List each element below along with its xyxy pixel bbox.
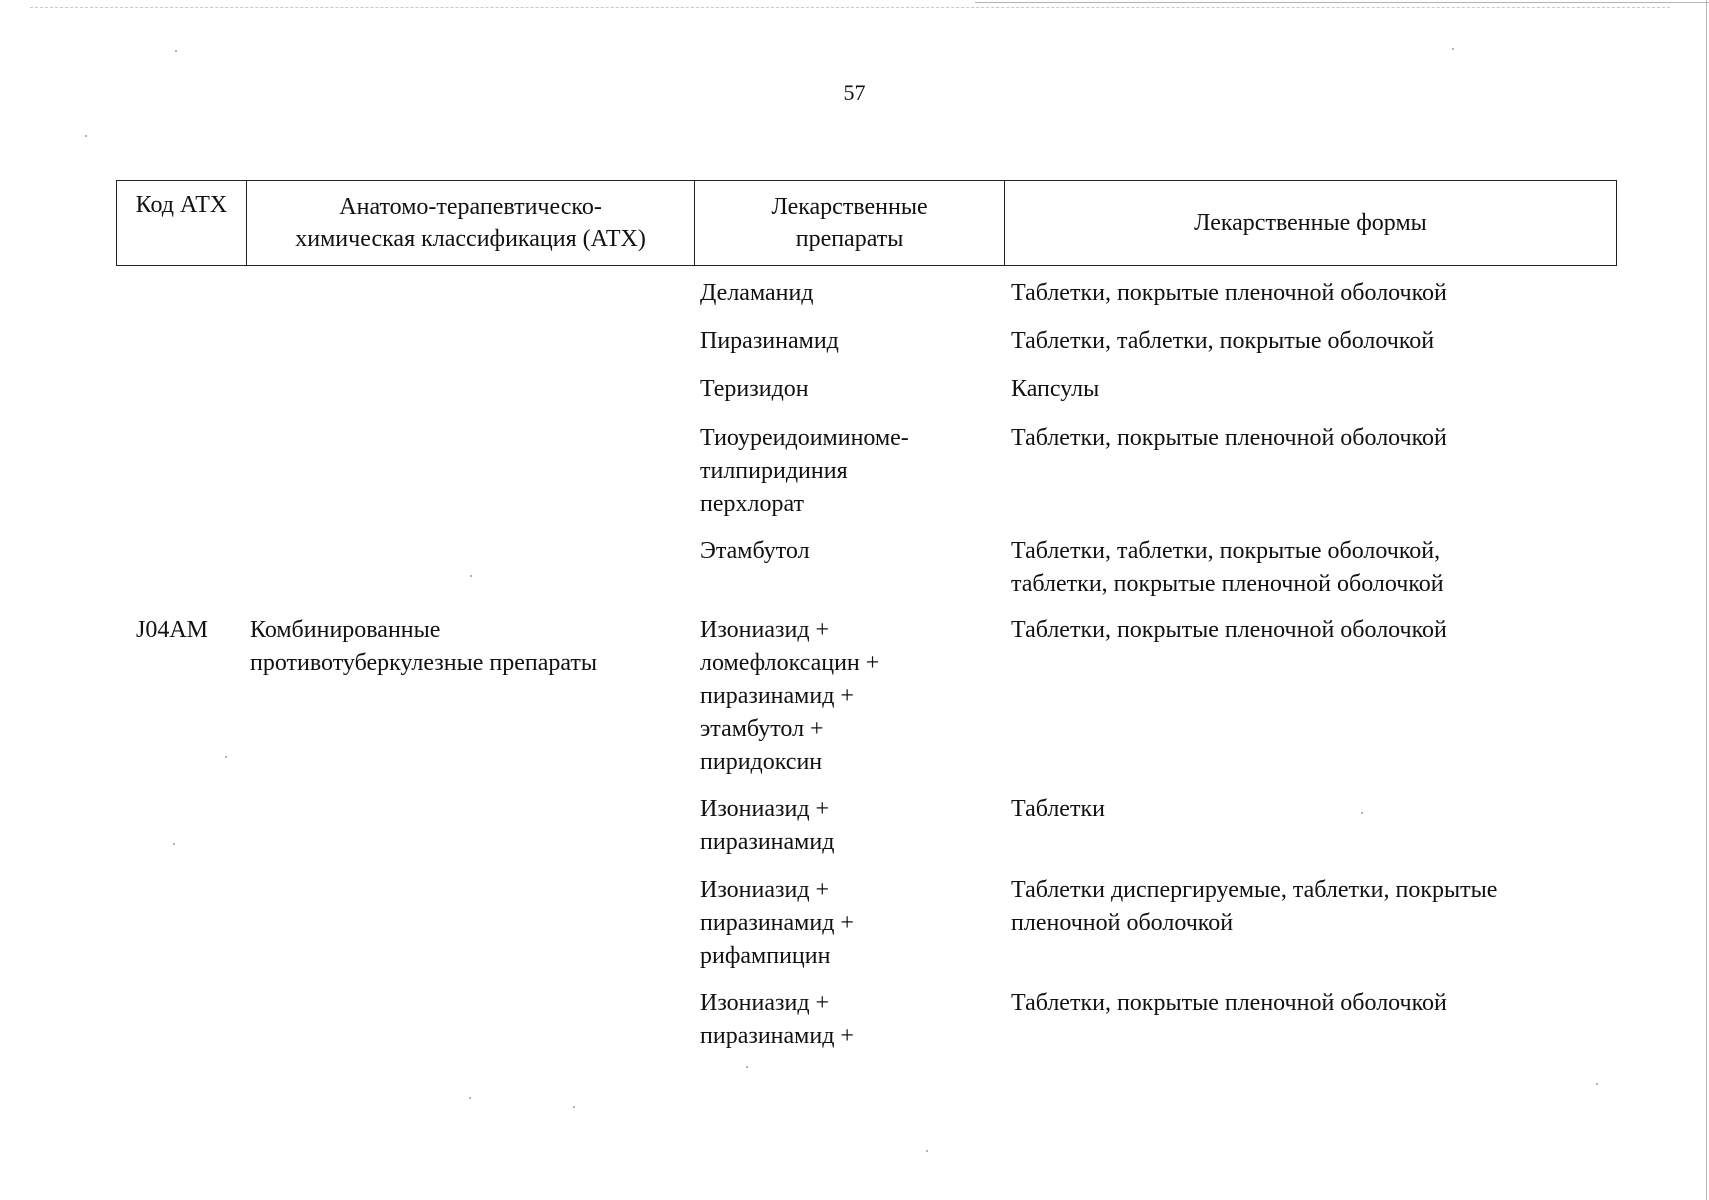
form-cell	[1011, 614, 1611, 647]
drug-name: Тиоуреидоиминоме-	[700, 425, 909, 451]
drug-name: рифампицин	[700, 943, 831, 969]
dosage-form: Таблетки, покрытые пленочной оболочкой	[1011, 425, 1447, 451]
dosage-form: Таблетки, покрытые пленочной оболочкой	[1011, 280, 1447, 306]
drug-name: пиразинамид +	[700, 1023, 854, 1049]
scan-edge-line	[30, 7, 1670, 8]
drug-name: пиридоксин	[700, 749, 823, 775]
header-classification-line: Анатомо-терапевтическо-	[339, 194, 602, 220]
drug-cell	[700, 793, 1010, 859]
drug-cell	[700, 373, 1010, 406]
form-cell	[1011, 535, 1611, 601]
drug-name: Этамбутол	[700, 538, 810, 564]
atc-code-cell	[136, 614, 246, 647]
page-number: 57	[843, 80, 866, 105]
drug-cell	[700, 535, 1010, 568]
drug-name: ломефлоксацин +	[700, 650, 880, 676]
form-cell	[1011, 793, 1611, 826]
drug-cell	[700, 325, 1010, 358]
drug-cell	[700, 987, 1010, 1053]
dosage-form: Таблетки, покрытые пленочной оболочкой	[1011, 617, 1447, 643]
drug-name: Изониазид +	[700, 877, 830, 903]
form-cell	[1011, 277, 1611, 310]
header-drugs	[695, 181, 1005, 265]
header-code	[117, 181, 247, 265]
form-cell	[1011, 987, 1611, 1020]
header-classification-line: химическая классификация (АТХ)	[295, 226, 646, 252]
drug-name: этамбутол +	[700, 716, 824, 742]
drug-name: перхлорат	[700, 491, 804, 517]
form-cell	[1011, 422, 1611, 455]
dosage-form: Капсулы	[1011, 376, 1100, 402]
dosage-form: Таблетки, покрытые пленочной оболочкой	[1011, 990, 1447, 1016]
dosage-form: пленочной оболочкой	[1011, 910, 1234, 936]
form-cell	[1011, 325, 1611, 358]
classification-name: Комбинированные	[250, 617, 441, 643]
dosage-form: таблетки, покрытые пленочной оболочкой	[1011, 571, 1444, 597]
drug-name: Изониазид +	[700, 990, 830, 1016]
drug-cell	[700, 277, 1010, 310]
scan-edge-line	[1706, 0, 1707, 1200]
header-drugs-line: препараты	[795, 226, 904, 252]
dosage-form: Таблетки, таблетки, покрытые оболочкой	[1011, 328, 1435, 354]
classification-cell	[250, 614, 690, 680]
drug-name: Теризидон	[700, 376, 809, 402]
drug-name: Деламанид	[700, 280, 814, 306]
form-cell	[1011, 874, 1611, 940]
header-forms	[1005, 181, 1616, 265]
drug-name: пиразинамид	[700, 829, 835, 855]
drug-name: пиразинамид +	[700, 683, 854, 709]
header-forms-label: Лекарственные формы	[1194, 210, 1427, 236]
header-drugs-line: Лекарственные	[771, 194, 928, 220]
drug-cell	[700, 422, 1010, 521]
drug-name: Изониазид +	[700, 617, 830, 643]
drug-name: Пиразинамид	[700, 328, 839, 354]
header-classification	[247, 181, 695, 265]
atc-code: J04AM	[136, 617, 209, 643]
table-header	[116, 180, 1617, 266]
drug-cell	[700, 874, 1010, 973]
dosage-form: Таблетки диспергируемые, таблетки, покрытые	[1011, 877, 1498, 903]
drug-name: пиразинамид +	[700, 910, 854, 936]
drug-name: Изониазид +	[700, 796, 830, 822]
drug-cell	[700, 614, 1010, 779]
classification-name: противотуберкулезные препараты	[250, 650, 598, 676]
header-code-label: Код АТХ	[135, 192, 228, 218]
dosage-form: Таблетки, таблетки, покрытые оболочкой,	[1011, 538, 1441, 564]
scan-edge-line	[975, 2, 1709, 3]
dosage-form: Таблетки	[1011, 796, 1105, 822]
drug-name: тилпиридиния	[700, 458, 848, 484]
form-cell	[1011, 373, 1611, 406]
